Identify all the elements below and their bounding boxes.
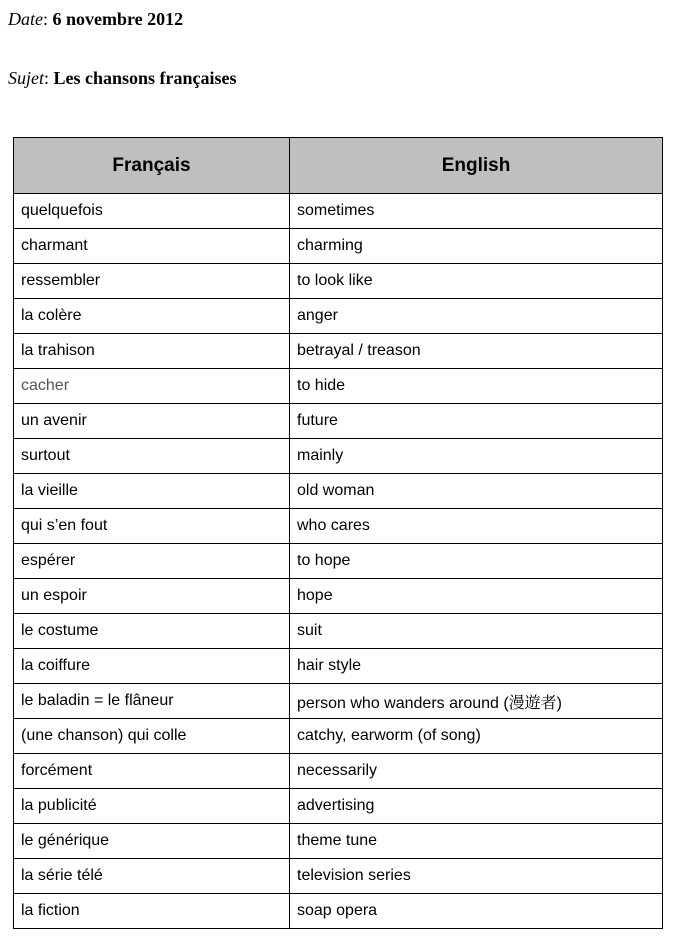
table-row: [14, 439, 663, 474]
cell-french: la série télé: [14, 859, 290, 894]
table-row: [14, 824, 663, 859]
table-row: [14, 719, 663, 754]
cell-french: la coiffure: [14, 649, 290, 684]
cell-french: la vieille: [14, 474, 290, 509]
cell-english: to look like: [290, 264, 663, 299]
cell-french: surtout: [14, 439, 290, 474]
cell-french: qui s’en fout: [14, 509, 290, 544]
table-row: [14, 334, 663, 369]
table-row: [14, 894, 663, 929]
cell-english: to hope: [290, 544, 663, 579]
table-row: [14, 684, 663, 719]
table-row: [14, 474, 663, 509]
vocabulary-table: [13, 137, 663, 929]
table-row: [14, 579, 663, 614]
cell-english: to hide: [290, 369, 663, 404]
date-line: Date: 6 novembre 2012: [8, 9, 184, 29]
cell-english: betrayal / treason: [290, 334, 663, 369]
cell-french: le baladin = le flâneur: [14, 684, 290, 719]
cell-french: la publicité: [14, 789, 290, 824]
table-row: [14, 264, 663, 299]
cell-french: espérer: [14, 544, 290, 579]
cell-french: quelquefois: [14, 194, 290, 229]
date-value: 6 novembre 2012: [52, 9, 184, 29]
cell-english: catchy, earworm (of song): [290, 719, 663, 754]
cell-french: ressembler: [14, 264, 290, 299]
cell-french: un avenir: [14, 404, 290, 439]
cell-english: old woman: [290, 474, 663, 509]
cell-french: la fiction: [14, 894, 290, 929]
cell-english: television series: [290, 859, 663, 894]
cell-english: future: [290, 404, 663, 439]
cell-english: suit: [290, 614, 663, 649]
cell-english: hope: [290, 579, 663, 614]
cell-english: person who wanders around (漫遊者): [290, 684, 663, 719]
cell-english: who cares: [290, 509, 663, 544]
cell-french: forcément: [14, 754, 290, 789]
cell-french: le générique: [14, 824, 290, 859]
table-row: [14, 544, 663, 579]
table-row: [14, 509, 663, 544]
vocabulary-rows: [14, 194, 663, 929]
cell-english: charming: [290, 229, 663, 264]
cell-english: necessarily: [290, 754, 663, 789]
table-row: [14, 754, 663, 789]
subject-line: Sujet: Les chansons françaises: [8, 68, 237, 88]
cell-french: (une chanson) qui colle: [14, 719, 290, 754]
cell-french: charmant: [14, 229, 290, 264]
subject-label: Sujet: [8, 68, 44, 88]
cell-english: hair style: [290, 649, 663, 684]
cell-english: advertising: [290, 789, 663, 824]
table-row: [14, 229, 663, 264]
column-header-french: Français: [14, 138, 290, 194]
table-row: [14, 614, 663, 649]
cell-french: la trahison: [14, 334, 290, 369]
table-header-row: [14, 138, 663, 194]
table-row: [14, 789, 663, 824]
cell-french: la colère: [14, 299, 290, 334]
subject-value: Les chansons françaises: [53, 68, 237, 88]
cell-french: cacher: [14, 369, 290, 404]
cell-english: theme tune: [290, 824, 663, 859]
date-label: Date: [8, 9, 43, 29]
cell-french: le costume: [14, 614, 290, 649]
table-row: [14, 194, 663, 229]
cell-french: un espoir: [14, 579, 290, 614]
table-row: [14, 299, 663, 334]
table-row: [14, 369, 663, 404]
cell-english: mainly: [290, 439, 663, 474]
cell-english: anger: [290, 299, 663, 334]
column-header-english: English: [290, 138, 663, 194]
table-row: [14, 404, 663, 439]
cell-english: sometimes: [290, 194, 663, 229]
table-row: [14, 859, 663, 894]
cell-english: soap opera: [290, 894, 663, 929]
table-row: [14, 649, 663, 684]
